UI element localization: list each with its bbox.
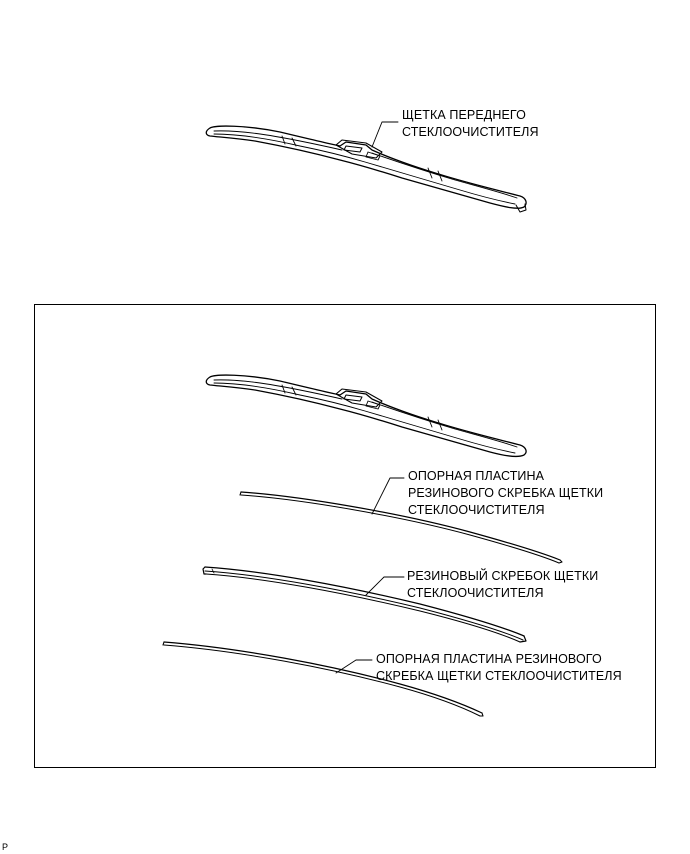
front-wiper-blade-label-line-2: СТЕКЛООЧИСТИТЕЛЯ [402,125,539,139]
front-wiper-blade-label [402,107,539,141]
upper-backing-plate-label-line-1: ОПОРНАЯ ПЛАСТИНА [408,469,545,483]
rubber-strip-label [407,568,598,602]
rubber-strip-label-line-1: РЕЗИНОВЫЙ СКРЕБОК ЩЕТКИ [407,569,599,583]
front-wiper-blade-label-line-1: ЩЕТКА ПЕРЕДНЕГО [402,108,526,122]
upper-backing-plate-label [408,468,603,519]
lower-backing-plate-label-line-1: ОПОРНАЯ ПЛАСТИНА РЕЗИНОВОГО [376,652,602,666]
rubber-strip-label-line-2: СТЕКЛООЧИСТИТЕЛЯ [407,586,544,600]
upper-backing-plate-label-line-2: РЕЗИНОВОГО СКРЕБКА ЩЕТКИ [408,486,604,500]
corner-mark: P [2,842,9,852]
upper-backing-plate-label-line-3: СТЕКЛООЧИСТИТЕЛЯ [408,503,545,517]
lower-backing-plate-label-line-2: СКРЕБКА ЩЕТКИ СТЕКЛООЧИСТИТЕЛЯ [376,669,622,683]
exploded-view-frame [34,304,656,768]
lower-backing-plate-label [376,651,622,685]
